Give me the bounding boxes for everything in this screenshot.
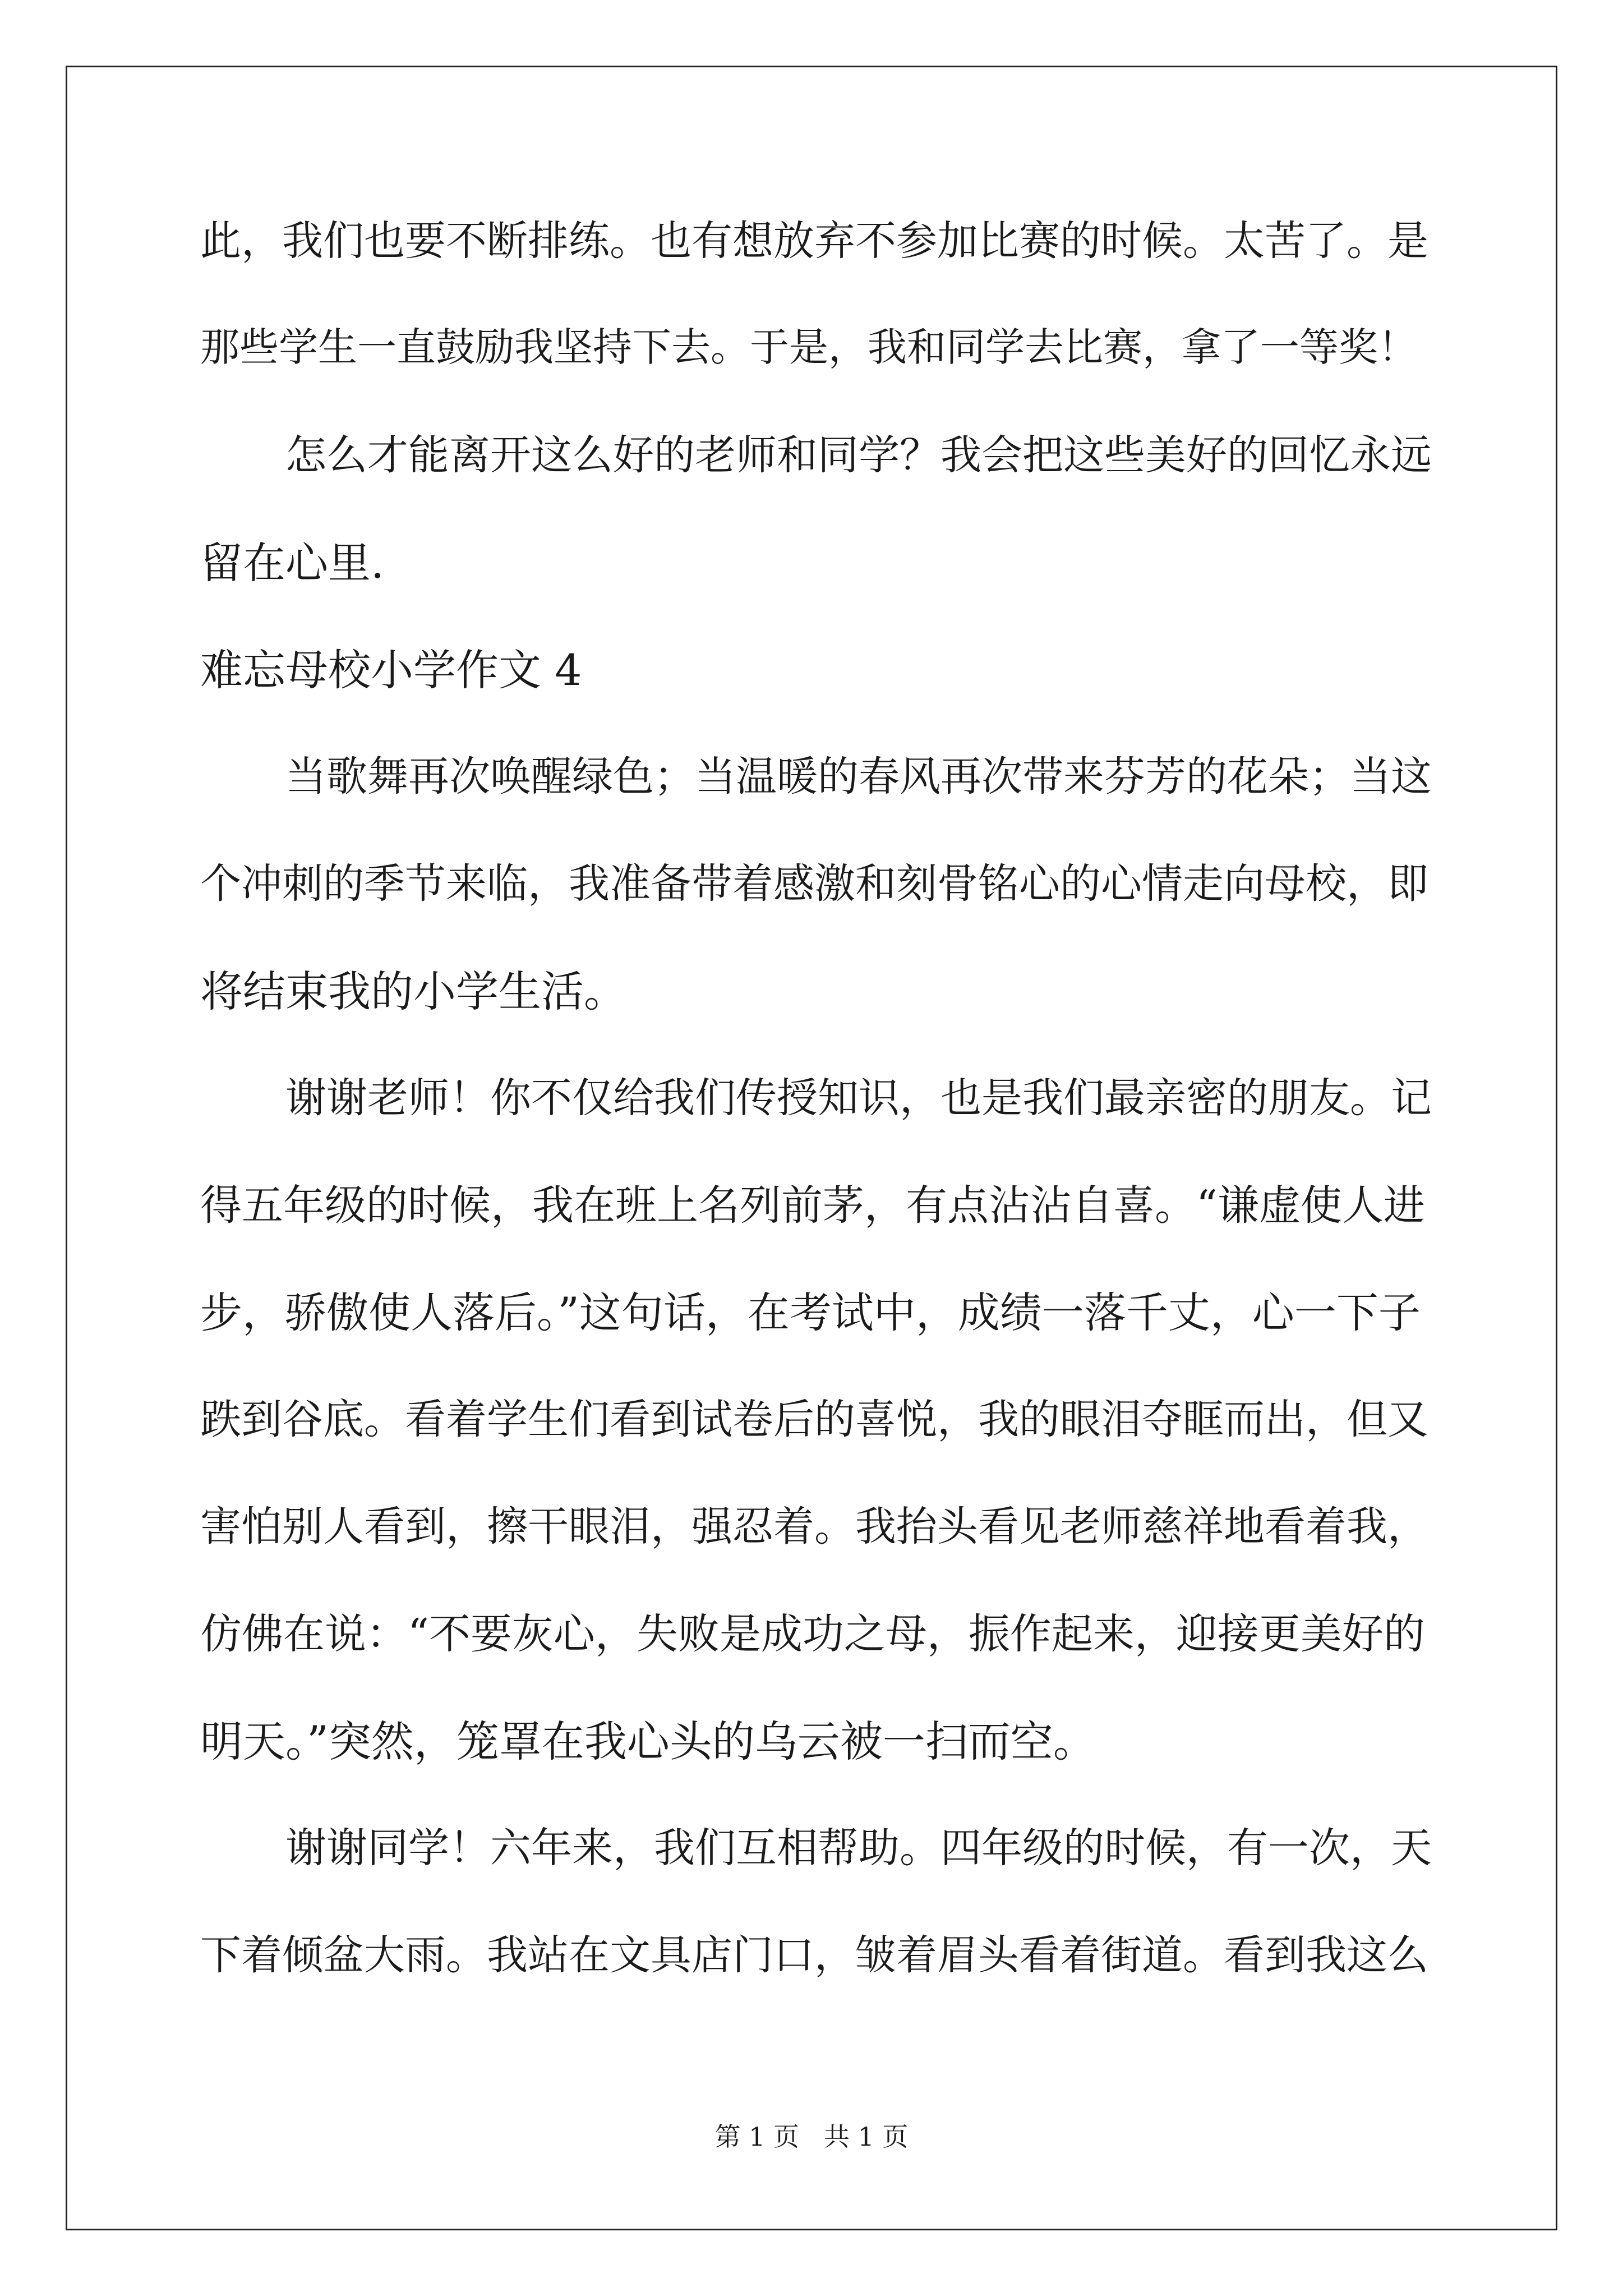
- text-line: 怎么才能离开这么好的老师和同学？我会把这些美好的回忆永远: [285, 431, 1432, 479]
- text-line: 害怕别人看到，擦干眼泪，强忍着。我抬头看见老师慈祥地看着我，: [200, 1503, 1428, 1550]
- document-body: [200, 217, 1434, 2042]
- text-line: 此，我们也要不断排练。也有想放弃不参加比赛的时候。太苦了。是: [200, 217, 1428, 265]
- page-footer: 第 1 页 共 1 页: [714, 2122, 909, 2152]
- text-line: 将结束我的小学生活。: [200, 967, 626, 1016]
- text-line: 明天。”突然，笼罩在我心头的乌云被一扫而空。: [200, 1717, 1096, 1766]
- text-line: 留在心里.: [200, 538, 385, 588]
- section-heading: 难忘母校小学作文 4: [200, 645, 582, 695]
- text-line: 谢谢同学！六年来，我们互相帮助。四年级的时候，有一次，天: [285, 1824, 1432, 1872]
- text-line: 个冲刺的季节来临，我准备带着感激和刻骨铭心的心情走向母校，即: [200, 860, 1428, 908]
- text-line: 跌到谷底。看着学生们看到试卷后的喜悦，我的眼泪夺眶而出，但又: [200, 1396, 1428, 1443]
- text-line: 下着倾盆大雨。我站在文具店门口，皱着眉头看着街道。看到我这么: [200, 1931, 1428, 1979]
- text-line: 仿佛在说：“不要灰心，失败是成功之母，振作起来，迎接更美好的: [200, 1610, 1425, 1658]
- text-line: 谢谢老师！你不仅给我们传授知识，也是我们最亲密的朋友。记: [285, 1074, 1432, 1122]
- text-line: 当歌舞再次唤醒绿色；当温暖的春风再次带来芬芳的花朵；当这: [285, 753, 1432, 800]
- text-line: 得五年级的时候，我在班上名列前茅，有点沾沾自喜。“谦虚使人进: [200, 1181, 1425, 1230]
- text-line: 步，骄傲使人落后。”这句话，在考试中，成绩一落千丈，心一下子: [200, 1288, 1421, 1337]
- text-line: 那些学生一直鼓励我坚持下去。于是，我和同学去比赛，拿了一等奖！: [200, 324, 1417, 370]
